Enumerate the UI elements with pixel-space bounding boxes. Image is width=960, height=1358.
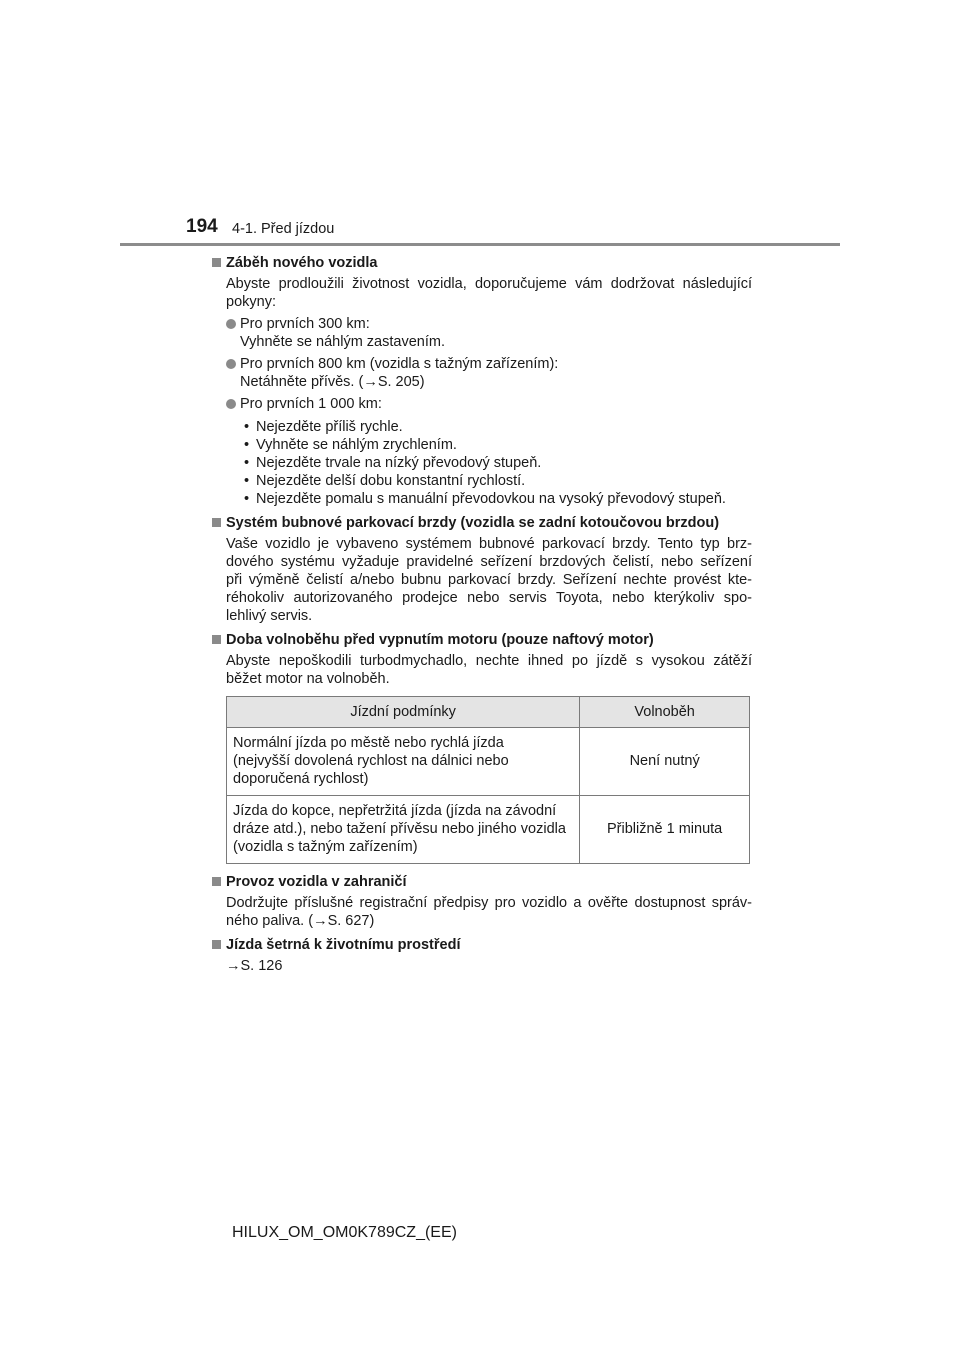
bullet-dot-icon: • [244,473,250,489]
idle-cell: Přibližně 1 minuta [580,796,750,864]
page-content [212,254,752,975]
list-item [212,355,752,391]
paragraph [212,894,752,930]
paragraph-line: Abyste nepoškodili turbodmychadlo, nechte ihned po jízdě s vysokou zátěží [226,653,752,669]
page-reference-link[interactable]: →S. 126 [226,958,283,974]
item-text: Vyhněte se náhlým zastavením. [240,334,445,350]
column-header: Volnoběh [580,697,750,728]
section-heading-eco-driving [212,936,752,954]
paragraph [212,275,752,311]
paragraph-line: ného paliva. (→S. 627) [226,913,375,929]
paragraph-line: Dodržujte příslušné registrační předpisy pro vozidlo a ověřte dostupnost správ- [226,895,752,911]
paragraph [212,957,752,975]
table-row [227,728,750,796]
item-heading: Pro prvních 300 km: [240,316,370,332]
bullet-item: • Nejezděte delší dobu konstantní rychlostí. [244,473,526,489]
table-header-row [227,697,750,728]
section-title: 4-1. Před jízdou [232,221,335,237]
bullet-dot-icon: • [244,437,250,453]
paragraph-line: Abyste prodloužili životnost vozidla, doporučujeme vám dodržovat následující [226,276,752,292]
square-bullet-icon [212,258,221,267]
square-bullet-icon [212,877,221,886]
heading-text: Jízda šetrná k životnímu prostředí [226,937,461,953]
column-header: Jízdní podmínky [227,697,580,728]
circle-bullet-icon [226,319,236,329]
page-number: 194 [186,216,218,237]
circle-bullet-icon [226,359,236,369]
bullet-item: • Nejezděte pomalu s manuální převodovkou na vysoký převodový stupeň. [244,491,726,507]
condition-cell: Jízda do kopce, nepřetržitá jízda (jízda na závodní dráze atd.), nebo tažení přívěsu nebo jiného vozidla (vozidla s tažným zařízením) [227,796,580,864]
item-text: Netáhněte přívěs. ( [240,374,364,390]
heading-text: Systém bubnové parkovací brzdy (vozidla se zadní kotoučovou brzdou) [226,515,720,531]
page-reference-link[interactable]: →S. 205) [363,374,425,390]
bullet-item: • Nejezděte trvale na nízký převodový stupeň. [244,455,542,471]
table-row [227,796,750,864]
list-item [212,395,752,413]
square-bullet-icon [212,635,221,644]
heading-text: Provoz vozidla v zahraničí [226,874,407,890]
item-heading: Pro prvních 1 000 km: [240,396,382,412]
page-reference-link[interactable]: →S. 627) [313,913,375,929]
idling-table [226,696,750,864]
list-item [212,315,752,351]
square-bullet-icon [212,940,221,949]
bullet-dot-icon: • [244,419,250,435]
paragraph-line: dového systému vyžaduje pravidelné seřízení brzdových čelistí, nebo seřízení [226,554,752,570]
paragraph-line: Vaše vozidlo je vybaveno systémem bubnové parkovací brzdy. Tento typ brz- [226,536,752,552]
heading-text: Záběh nového vozidla [226,255,378,271]
bullet-dot-icon: • [244,455,250,471]
paragraph-line: při výměně čelistí a/nebo bubnu parkovací brzdy. Seřízení nechte provést kte- [226,572,752,588]
bullet-list [212,418,752,508]
bullet-item: • Nejezděte příliš rychle. [244,419,403,435]
paragraph [212,652,752,688]
paragraph [212,535,752,625]
condition-cell: Normální jízda po městě nebo rychlá jízda (nejvyšší dovolená rychlost na dálnici nebo doporučená rychlost) [227,728,580,796]
square-bullet-icon [212,518,221,527]
item-heading: Pro prvních 800 km (vozidla s tažným zařízením): [240,356,559,372]
section-heading-idling [212,631,752,649]
section-heading-break-in [212,254,752,272]
section-heading-abroad [212,873,752,891]
idle-cell: Není nutný [580,728,750,796]
paragraph-line: lehlivý servis. [226,608,313,624]
circle-bullet-icon [226,399,236,409]
header-divider [120,243,840,246]
paragraph-line: réhokoliv autorizovaného prodejce nebo servis Toyota, nebo kterýkoliv spo- [226,590,752,606]
bullet-dot-icon: • [244,491,250,507]
section-heading-drum-brake [212,514,752,532]
document-code: HILUX_OM_OM0K789CZ_(EE) [232,1224,457,1241]
heading-text: Doba volnoběhu před vypnutím motoru (pouze naftový motor) [226,632,654,648]
paragraph-line: běžet motor na volnoběh. [226,671,390,687]
paragraph-line: pokyny: [226,294,276,310]
bullet-item: • Vyhněte se náhlým zrychlením. [244,437,457,453]
